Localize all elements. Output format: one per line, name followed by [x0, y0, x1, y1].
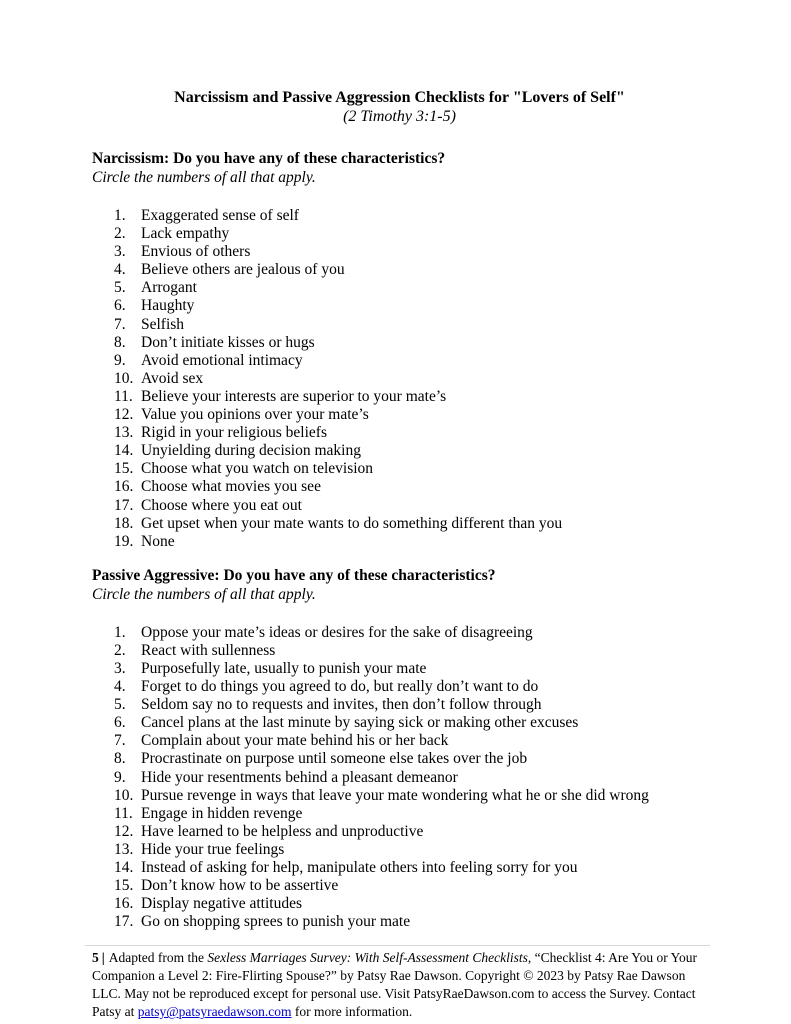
list-item [114, 533, 707, 551]
item-number: 19. [114, 532, 134, 550]
item-text: Avoid emotional intimacy [141, 351, 303, 369]
list-item [114, 297, 707, 315]
list-item [114, 478, 707, 496]
item-number: 6. [114, 297, 126, 315]
list-item [114, 352, 707, 370]
footnote [92, 949, 714, 1021]
item-text: Envious of others [141, 243, 251, 261]
list-item [114, 261, 707, 279]
item-number: 2. [114, 225, 126, 243]
item-text: Don’t know how to be assertive [141, 877, 339, 895]
page-title: Narcissism and Passive Aggression Checklists for "Lovers of Self" [174, 89, 625, 106]
list-item [114, 225, 707, 243]
item-text: Unyielding during decision making [141, 442, 361, 460]
item-text: Avoid sex [141, 369, 204, 387]
list-item [114, 442, 707, 460]
footnote-bar: | [101, 950, 105, 966]
item-text: Choose what you watch on television [141, 460, 374, 478]
item-text: Believe your interests are superior to your mate’s [141, 387, 447, 405]
item-number: 8. [114, 333, 126, 351]
list-item [114, 642, 707, 660]
item-text: Believe others are jealous of you [141, 261, 345, 279]
item-text: Engage in hidden revenge [141, 804, 303, 822]
list-item [114, 424, 707, 442]
list-item [114, 515, 707, 533]
item-text: Have learned to be helpless and unproductive [141, 822, 424, 840]
item-text: Purposefully late, usually to punish your mate [141, 659, 427, 677]
checklist-narcissism [92, 207, 707, 551]
page-subtitle: (2 Timothy 3:1-5) [343, 108, 456, 125]
item-number: 17. [114, 913, 134, 931]
list-item [114, 460, 707, 478]
list-item [114, 769, 707, 787]
item-number: 13. [114, 840, 134, 858]
item-text: Forget to do things you agreed to do, but really don’t want to do [141, 678, 539, 696]
item-number: 15. [114, 877, 134, 895]
item-number: 15. [114, 460, 134, 478]
item-text: React with sullenness [141, 641, 276, 659]
item-number: 7. [114, 315, 126, 333]
item-text: Hide your resentments behind a pleasant demeanor [141, 768, 458, 786]
footnote-text-adapted: Adapted from the [108, 950, 208, 966]
footnote-text-middle: , “Checklist 4: Are You or Your Companion a Level 2: Fire-Flirting Spouse?” by Patsy Rae Dawson. Copyright © 2023 by Patsy Rae Dawson LLC. May not be reproduced except for personal use. Visit PatsyRaeDawson.com to access the Survey. Contact Patsy at [92, 950, 698, 1020]
item-text: Pursue revenge in ways that leave your mate wondering what he or she did wrong [141, 786, 649, 804]
checklist-passive-aggressive [92, 624, 707, 932]
item-number: 11. [114, 387, 133, 405]
list-item [114, 660, 707, 678]
item-number: 7. [114, 732, 126, 750]
list-item [114, 497, 707, 515]
item-text: Hide your true feelings [141, 840, 285, 858]
item-number: 10. [114, 369, 134, 387]
list-item [114, 841, 707, 859]
list-item [114, 207, 707, 225]
item-text: Seldom say no to requests and invites, then don’t follow through [141, 696, 542, 714]
item-number: 16. [114, 895, 134, 913]
item-text: Lack empathy [141, 225, 230, 243]
section-instruction-passive-aggressive: Circle the numbers of all that apply. [92, 585, 316, 603]
item-text: None [141, 532, 175, 550]
item-number: 8. [114, 750, 126, 768]
item-text: Choose what movies you see [141, 478, 321, 496]
item-number: 18. [114, 514, 134, 532]
section-heading-narcissism: Narcissism: Do you have any of these characteristics? [92, 150, 446, 167]
list-item [114, 388, 707, 406]
list-item [114, 714, 707, 732]
list-item [114, 624, 707, 642]
item-text: Oppose your mate’s ideas or desires for the sake of disagreeing [141, 623, 533, 641]
item-number: 14. [114, 859, 134, 876]
item-text: Complain about your mate behind his or her back [141, 732, 449, 750]
footnote-page-number: 5 [92, 950, 99, 966]
item-number: 2. [114, 641, 126, 659]
item-number: 9. [114, 768, 126, 786]
item-text: Don’t initiate kisses or hugs [141, 333, 315, 351]
footnote-separator [85, 945, 710, 946]
list-item [114, 316, 707, 334]
list-item [114, 913, 707, 931]
item-text: Cancel plans at the last minute by saying sick or making other excuses [141, 714, 579, 732]
item-text: Get upset when your mate wants to do something different than you [141, 514, 563, 532]
item-text: Choose where you eat out [141, 496, 302, 514]
item-number: 3. [114, 243, 126, 261]
item-text: Exaggerated sense of self [141, 207, 299, 224]
item-number: 4. [114, 261, 126, 279]
item-text: Rigid in your religious beliefs [141, 424, 327, 442]
item-number: 1. [114, 623, 126, 641]
item-text: Value you opinions over your mate’s [141, 406, 369, 424]
email-link[interactable]: patsy@patsyraedawson.com [137, 1004, 292, 1020]
section-instruction-narcissism: Circle the numbers of all that apply. [92, 169, 316, 186]
item-number: 9. [114, 351, 126, 369]
item-number: 17. [114, 496, 134, 514]
item-number: 5. [114, 279, 126, 297]
list-item [114, 696, 707, 714]
item-number: 11. [114, 804, 133, 822]
list-item [114, 877, 707, 895]
section-passive-aggressive [92, 566, 707, 932]
footnote-text-closing: for more information. [291, 1004, 413, 1020]
list-item [114, 805, 707, 823]
item-text: Selfish [141, 315, 185, 333]
item-text: Display negative attitudes [141, 895, 302, 913]
item-text: Procrastinate on purpose until someone else takes over the job [141, 750, 528, 768]
item-number: 13. [114, 424, 134, 442]
item-number: 12. [114, 406, 134, 424]
list-item [114, 823, 707, 841]
list-item [114, 243, 707, 261]
item-text: Arrogant [141, 279, 197, 297]
item-number: 5. [114, 696, 126, 714]
footnote-survey-title: Sexless Marriages Survey: With Self-Assessment Checklists [207, 950, 528, 966]
list-item [114, 406, 707, 424]
item-number: 1. [114, 207, 126, 224]
item-text: Instead of asking for help, manipulate others into feeling sorry for you [141, 859, 578, 876]
list-item [114, 334, 707, 352]
list-item [114, 859, 707, 877]
list-item [114, 787, 707, 805]
item-number: 6. [114, 714, 126, 732]
item-number: 4. [114, 678, 126, 696]
list-item [114, 370, 707, 388]
item-number: 14. [114, 442, 134, 460]
item-number: 16. [114, 478, 134, 496]
section-heading-passive-aggressive: Passive Aggressive: Do you have any of these characteristics? [92, 566, 496, 584]
item-number: 12. [114, 822, 134, 840]
item-number: 10. [114, 786, 134, 804]
section-narcissism [92, 149, 707, 551]
list-item [114, 895, 707, 913]
list-item [114, 750, 707, 768]
list-item [114, 732, 707, 750]
list-item [114, 279, 707, 297]
item-text: Haughty [141, 297, 195, 315]
item-number: 3. [114, 659, 126, 677]
item-text: Go on shopping sprees to punish your mate [141, 913, 411, 931]
list-item [114, 678, 707, 696]
